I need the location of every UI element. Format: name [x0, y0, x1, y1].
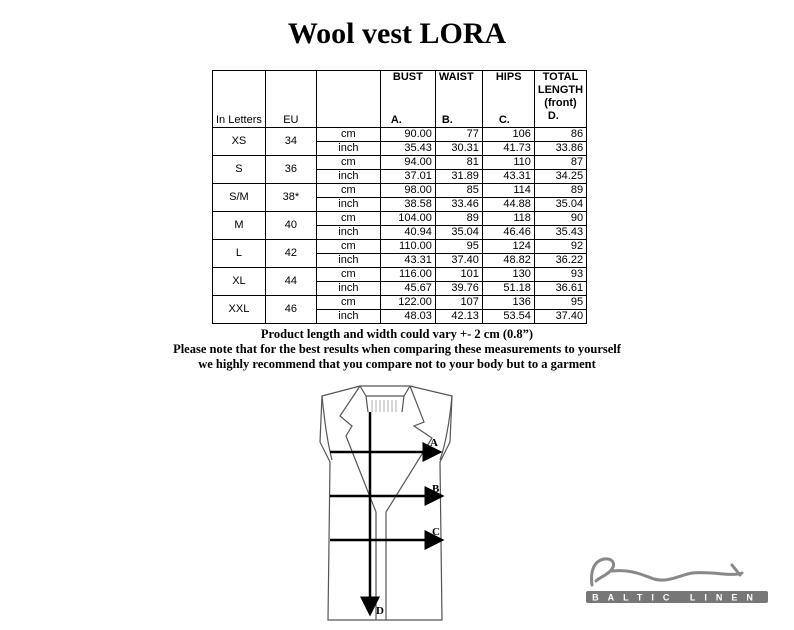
- size-letter-cell: XS: [213, 128, 266, 156]
- table-row: [213, 184, 587, 198]
- unit-cell: inch: [316, 170, 380, 184]
- size-letter-cell: M: [213, 212, 266, 240]
- hips-cell: 114: [482, 184, 534, 198]
- label-d: D: [376, 605, 384, 617]
- unit-cell: cm: [316, 156, 380, 170]
- header-length-line1: TOTAL: [542, 71, 579, 83]
- table-row: [213, 240, 587, 254]
- table-row: [213, 128, 587, 142]
- length-cell: 86: [534, 128, 586, 142]
- unit-cell: inch: [316, 310, 380, 324]
- size-eu-cell: 44: [265, 268, 316, 296]
- hips-cell: 106: [482, 128, 534, 142]
- header-hips-letter: C.: [498, 114, 510, 126]
- hips-cell: 136: [482, 296, 534, 310]
- size-eu-cell: 38*: [265, 184, 316, 212]
- unit-cell: cm: [316, 296, 380, 310]
- size-eu-cell: 46: [265, 296, 316, 324]
- bust-cell: 48.03: [380, 310, 435, 324]
- waist-cell: 33.46: [435, 198, 482, 212]
- waist-cell: 39.76: [435, 282, 482, 296]
- unit-cell: cm: [316, 212, 380, 226]
- unit-cell: inch: [316, 282, 380, 296]
- waist-cell: 89: [435, 212, 482, 226]
- label-c: C: [432, 526, 440, 538]
- length-cell: 35.04: [534, 198, 586, 212]
- bust-cell: 98.00: [380, 184, 435, 198]
- header-length-letter: D.: [547, 110, 559, 122]
- waist-cell: 35.04: [435, 226, 482, 240]
- hips-cell: 130: [482, 268, 534, 282]
- size-eu-cell: 42: [265, 240, 316, 268]
- waist-cell: 42.13: [435, 310, 482, 324]
- bust-cell: 40.94: [380, 226, 435, 240]
- label-a: A: [430, 437, 438, 449]
- bust-cell: 122.00: [380, 296, 435, 310]
- waist-cell: 85: [435, 184, 482, 198]
- waist-cell: 31.89: [435, 170, 482, 184]
- length-cell: 95: [534, 296, 586, 310]
- waist-cell: 77: [435, 128, 482, 142]
- bust-cell: 35.43: [380, 142, 435, 156]
- unit-cell: cm: [316, 184, 380, 198]
- waist-cell: 30.31: [435, 142, 482, 156]
- header-waist: [435, 71, 482, 128]
- notes-block: [0, 327, 794, 372]
- size-letter-cell: S/M: [213, 184, 266, 212]
- bust-cell: 104.00: [380, 212, 435, 226]
- hips-cell: 110: [482, 156, 534, 170]
- hips-cell: 44.88: [482, 198, 534, 212]
- unit-cell: inch: [316, 226, 380, 240]
- note-line-2: Please note that for the best results when comparing these measurements to yourself: [173, 342, 621, 356]
- hips-cell: 124: [482, 240, 534, 254]
- bust-cell: 94.00: [380, 156, 435, 170]
- header-letters: In Letters: [213, 71, 266, 128]
- header-bust-letter: A.: [390, 114, 402, 126]
- size-eu-cell: 40: [265, 212, 316, 240]
- header-bust: [380, 71, 435, 128]
- unit-cell: inch: [316, 142, 380, 156]
- length-cell: 33.86: [534, 142, 586, 156]
- baltic-linen-logo: [582, 555, 772, 605]
- length-cell: 34.25: [534, 170, 586, 184]
- waist-cell: 37.40: [435, 254, 482, 268]
- vest-diagram: [300, 382, 480, 622]
- hips-cell: 118: [482, 212, 534, 226]
- header-hips-label: HIPS: [495, 71, 522, 83]
- length-cell: 87: [534, 156, 586, 170]
- waist-cell: 107: [435, 296, 482, 310]
- note-line-1: Product length and width could vary +- 2 cm (0.8”): [260, 327, 534, 341]
- note-line-3: we highly recommend that you compare not to your body but to a garment: [198, 357, 596, 371]
- bust-cell: 38.58: [380, 198, 435, 212]
- size-eu-cell: 36: [265, 156, 316, 184]
- length-cell: 36.61: [534, 282, 586, 296]
- label-b: B: [432, 483, 440, 495]
- table-row: [213, 156, 587, 170]
- length-cell: 37.40: [534, 310, 586, 324]
- length-cell: 92: [534, 240, 586, 254]
- table-row: [213, 212, 587, 226]
- header-length-line2: LENGTH: [537, 84, 584, 96]
- length-cell: 36.22: [534, 254, 586, 268]
- header-waist-letter: B.: [441, 114, 453, 126]
- header-eu: EU: [265, 71, 316, 128]
- hips-cell: 43.31: [482, 170, 534, 184]
- waist-cell: 101: [435, 268, 482, 282]
- length-cell: 89: [534, 184, 586, 198]
- bust-cell: 43.31: [380, 254, 435, 268]
- bust-cell: 90.00: [380, 128, 435, 142]
- unit-cell: cm: [316, 128, 380, 142]
- unit-cell: cm: [316, 240, 380, 254]
- waist-cell: 81: [435, 156, 482, 170]
- length-cell: 93: [534, 268, 586, 282]
- hips-cell: 51.18: [482, 282, 534, 296]
- size-table: [212, 70, 587, 324]
- vest-outline: [320, 386, 452, 620]
- bust-cell: 37.01: [380, 170, 435, 184]
- unit-cell: inch: [316, 198, 380, 212]
- table-header-row: [213, 71, 587, 128]
- size-eu-cell: 34: [265, 128, 316, 156]
- hips-cell: 41.73: [482, 142, 534, 156]
- hips-cell: 53.54: [482, 310, 534, 324]
- bust-cell: 116.00: [380, 268, 435, 282]
- logo-text: BALTIC LINEN: [592, 592, 762, 603]
- bust-cell: 45.67: [380, 282, 435, 296]
- unit-cell: cm: [316, 268, 380, 282]
- hips-cell: 48.82: [482, 254, 534, 268]
- unit-cell: inch: [316, 254, 380, 268]
- waist-cell: 95: [435, 240, 482, 254]
- length-cell: 90: [534, 212, 586, 226]
- page-title: Wool vest LORA: [287, 17, 507, 50]
- header-waist-label: WAIST: [438, 71, 474, 83]
- table-row: [213, 268, 587, 282]
- size-letter-cell: L: [213, 240, 266, 268]
- hips-cell: 46.46: [482, 226, 534, 240]
- bust-cell: 110.00: [380, 240, 435, 254]
- size-letter-cell: XXL: [213, 296, 266, 324]
- header-length: [534, 71, 586, 128]
- header-bust-label: BUST: [392, 71, 423, 83]
- header-unit: [316, 71, 380, 128]
- length-cell: 35.43: [534, 226, 586, 240]
- size-letter-cell: XL: [213, 268, 266, 296]
- table-row: [213, 296, 587, 310]
- header-length-line3: (front): [544, 97, 577, 109]
- header-hips: [482, 71, 534, 128]
- size-letter-cell: S: [213, 156, 266, 184]
